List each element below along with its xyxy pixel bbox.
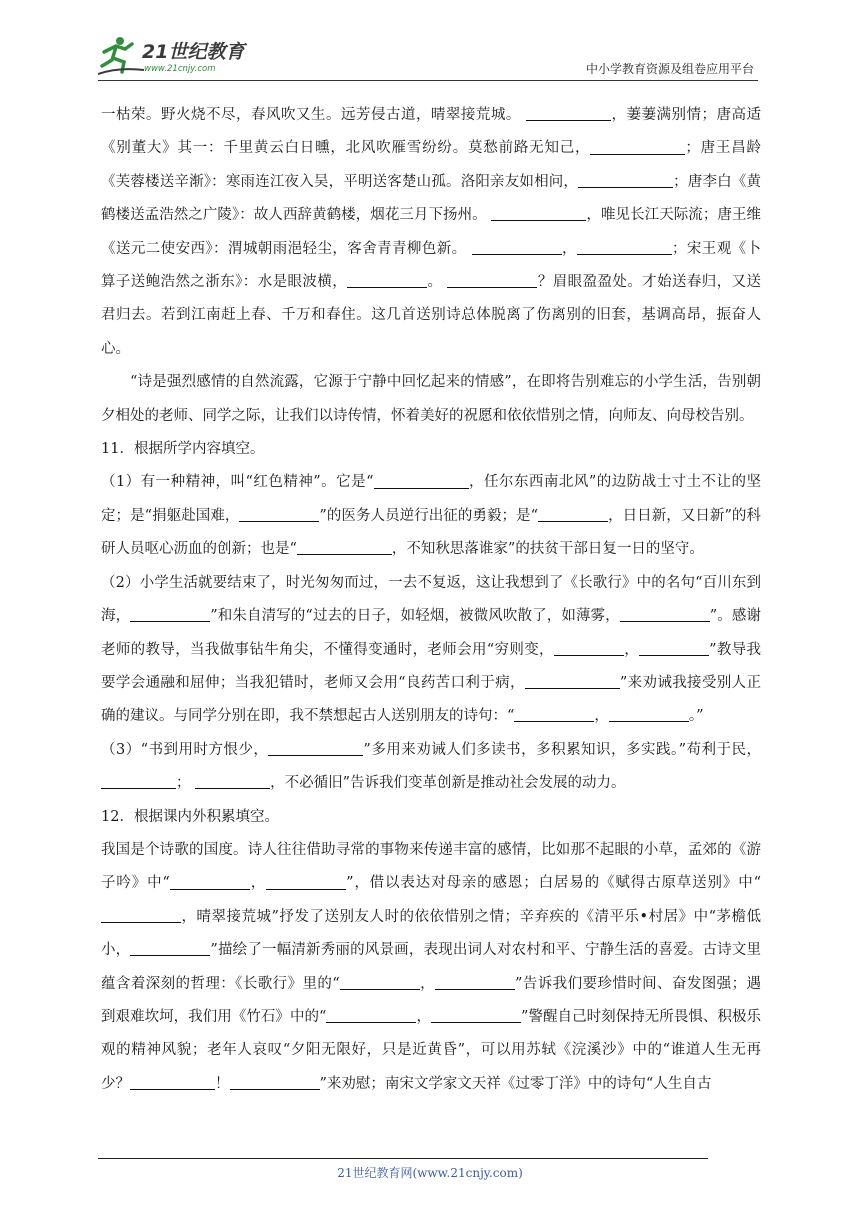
- page-header: [98, 30, 758, 81]
- answer-blank[interactable]: [538, 506, 608, 522]
- answer-blank[interactable]: [609, 706, 689, 722]
- question-12-paragraph: 我国是个诗歌的国度。诗人往往借助寻常的事物来传递丰富的感情，比如那不起眼的小草，孟郊的《游子吟》中“ ， ”，借以表达对母亲的感恩；白居易的《赋得古原草送别》中“，晴翠接荒城”抒发了送别友人时的依依惜别之情；辛弃疾的《清平乐•村居》中“茅檐低小， ”描绘了一幅清新秀丽的风景画，表现出词人对农村和平、宁静生活的喜爱。古诗文里蕴含着深刻的哲理：《长歌行》里的“ ， ”告诉我们要珍惜时间、奋发图强；遇到艰难坎坷，我们用《竹石》中的“ ， ”警醒自己时刻保持无所畏惧、积极乐观的精神风貌；老年人哀叹“夕阳无限好，只是近黄昏”，可以用苏轼《浣溪沙》中的“谁道人生无再少？ ！ ”来劝慰；南宋文学家文天祥《过零丁洋》中的诗句“人生自古: [101, 841, 762, 1092]
- answer-blank[interactable]: [525, 673, 620, 689]
- answer-blank[interactable]: [435, 974, 515, 990]
- answer-blank[interactable]: [239, 506, 319, 522]
- answer-blank[interactable]: [374, 472, 469, 488]
- question-11-title: 11．根据所学内容填空。: [101, 441, 265, 458]
- footer-text: 21世纪教育网(www.21cnjy.com): [337, 1166, 523, 1180]
- answer-blank[interactable]: [266, 873, 346, 889]
- platform-name: 中小学教育资源及组卷应用平台: [585, 62, 754, 76]
- answer-blank[interactable]: [340, 974, 420, 990]
- logo-text: 21世纪教育: [142, 41, 245, 63]
- site-logo: [98, 34, 268, 76]
- answer-blank[interactable]: [297, 539, 392, 555]
- answer-blank[interactable]: [526, 105, 611, 121]
- answer-blank[interactable]: [472, 239, 562, 255]
- answer-blank[interactable]: [514, 706, 594, 722]
- answer-blank[interactable]: [230, 1074, 320, 1090]
- answer-blank[interactable]: [268, 740, 363, 756]
- answer-blank[interactable]: [130, 1074, 215, 1090]
- logo-url-text: www.21cnjy.com: [144, 64, 216, 74]
- answer-blank[interactable]: [578, 172, 673, 188]
- answer-blank[interactable]: [577, 239, 672, 255]
- answer-blank[interactable]: [195, 773, 270, 789]
- answer-blank[interactable]: [447, 272, 537, 288]
- answer-blank[interactable]: [130, 940, 210, 956]
- intro-paragraph-1: 一枯荣。野火烧不尽，春风吹又生。远芳侵古道，晴翠接荒城。 ，萋萋满别情；唐高适《别董大》其一：千里黄云白日曛，北风吹雁雪纷纷。莫愁前路无知己， ；唐王昌龄《芙蓉楼送辛渐》：寒雨连江夜入吴，平明送客楚山孤。洛阳亲友如相问， ；唐李白《黄鹤楼送孟浩然之广陵》：故人西辞黄鹤楼，烟花三月下扬州。 ，唯见长江天际流；唐王维《送元二使安西》：渭城朝雨浥轻尘，客舍青青柳色新。 ， ；宋王观《卜算子送鲍浩然之浙东》：水是眼波横， 。 ？眉眼盈盈处。才始送春归，又送君归去。若到江南赶上春、千万和春住。这几首送别诗总体脱离了伤离别的旧套，基调高昂，振奋人心。: [101, 99, 761, 366]
- answer-blank[interactable]: [639, 639, 709, 655]
- answer-blank[interactable]: [130, 606, 210, 622]
- answer-blank[interactable]: [326, 1007, 416, 1023]
- answer-blank[interactable]: [590, 138, 685, 154]
- question-11-part-3: （3）“书到用时方恨少， ”多用来劝诫人们多读书，多积累知识，多实践。”苟利于民，； ，不必循旧”告诉我们变革创新是推动社会发展的动力。: [101, 734, 761, 801]
- answer-blank[interactable]: [170, 873, 250, 889]
- intro-paragraph-2: “诗是强烈感情的自然流露，它源于宁静中回忆起来的情感”，在即将告别难忘的小学生活，告别朝夕相处的老师、同学之际，让我们以诗传情，怀着美好的祝愿和依依惜别之情，向师友、向母校告别。: [101, 374, 761, 424]
- question-11-part-2: （2）小学生活就要结束了，时光匆匆而过，一去不复返，这让我想到了《长歌行》中的名句“百川东到海， ”和朱自清写的“过去的日子，如轻烟，被微风吹散了，如薄雾， ”。感谢老师的教导，当我做事钻牛角尖，不懂得变通时，老师会用“穷则变， ， ”教导我要学会通融和屈伸；当我犯错时，老师又会用“良药苦口利于病， ”来劝诫我接受别人正确的建议。与同学分别在即，我不禁想起古人送别朋友的诗句：“ ， 。”: [101, 574, 762, 725]
- answer-blank[interactable]: [431, 1007, 521, 1023]
- answer-blank[interactable]: [620, 606, 710, 622]
- document-body: [101, 99, 761, 1101]
- answer-blank[interactable]: [347, 272, 427, 288]
- question-11-part-1: （1）有一种精神，叫“红色精神”。它是“ ，任尔东西南北风”的边防战士寸土不让的坚定；是“捐躯赴国难， ”的医务人员逆行出征的勇毅；是“ ，日日新，又日新”的科研人员呕心沥血的创新；也是“ ，不知秋思落谁家”的扶贫干部日复一日的坚守。: [101, 466, 761, 566]
- running-person-icon: [98, 37, 144, 74]
- answer-blank[interactable]: [554, 639, 624, 655]
- answer-blank[interactable]: [101, 773, 176, 789]
- question-12-title: 12．根据课内外积累填空。: [101, 808, 279, 825]
- footer-divider: [98, 1158, 708, 1159]
- answer-blank[interactable]: [101, 907, 181, 923]
- answer-blank[interactable]: [491, 205, 586, 221]
